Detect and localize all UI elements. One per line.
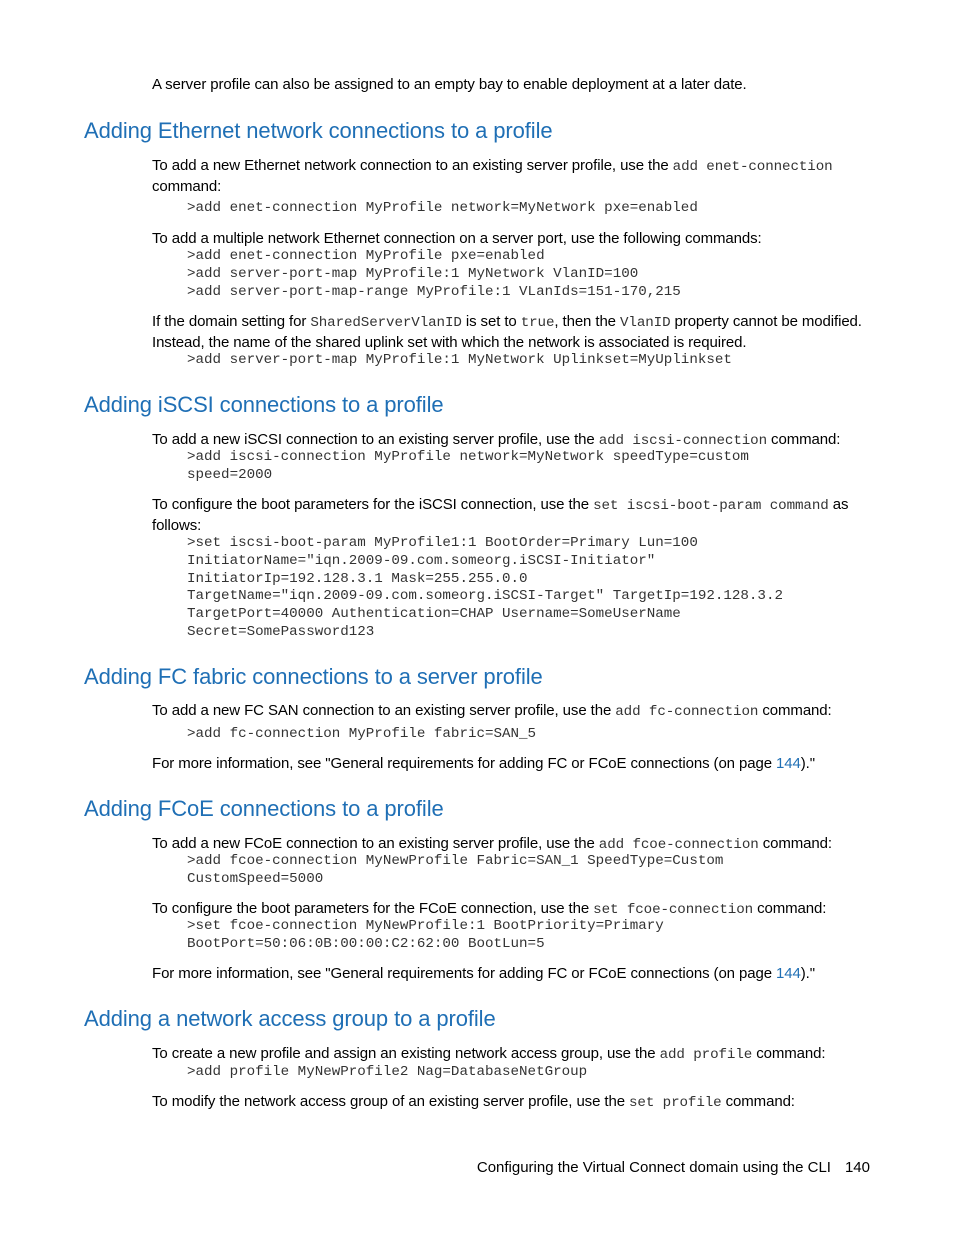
inline-code: add fcoe-connection	[598, 837, 759, 853]
inline-code: VlanID	[620, 315, 671, 331]
inline-code: add fc-connection	[615, 704, 759, 720]
heading-iscsi: Adding iSCSI connections to a profile	[84, 392, 444, 417]
page-link[interactable]: 144	[776, 965, 801, 982]
iscsi-paragraph-2: To configure the boot parameters for the iSCSI connection, use the set iscsi-boot-param command as follows:	[152, 496, 849, 534]
inline-code: set fcoe-connection	[593, 902, 754, 918]
ethernet-paragraph-3: If the domain setting for SharedServerVlanID is set to true, then the VlanID property cannot be modified. Instead, the name of the shared uplink set with which the network is associated is required.	[152, 313, 862, 351]
heading-network-access-group: Adding a network access group to a profile	[84, 1006, 496, 1031]
fc-more-info: For more information, see "General requirements for adding FC or FCoE connections (on page 144)."	[152, 755, 815, 772]
ethernet-paragraph-1: To add a new Ethernet network connection to an existing server profile, use the add enet-connection command:	[152, 157, 833, 195]
heading-fcoe: Adding FCoE connections to a profile	[84, 796, 444, 821]
iscsi-code-1: >add iscsi-connection MyProfile network=MyNetwork speedType=custom speed=2000	[187, 449, 749, 483]
nag-paragraph-1: To create a new profile and assign an existing network access group, use the add profile command:	[152, 1045, 826, 1063]
fcoe-more-info: For more information, see "General requirements for adding FC or FCoE connections (on page 144)."	[152, 965, 815, 982]
fc-paragraph-1: To add a new FC SAN connection to an existing server profile, use the add fc-connection command:	[152, 702, 832, 720]
inline-code: set iscsi-boot-param command	[593, 498, 829, 514]
inline-code: add enet-connection	[672, 159, 833, 175]
fc-code-1: >add fc-connection MyProfile fabric=SAN_5	[187, 726, 537, 742]
inline-code: SharedServerVlanID	[310, 315, 462, 331]
page-link[interactable]: 144	[776, 755, 801, 772]
intro-paragraph: A server profile can also be assigned to an empty bay to enable deployment at a later date.	[152, 76, 747, 93]
iscsi-code-2: >set iscsi-boot-param MyProfile1:1 BootOrder=Primary Lun=100 InitiatorName="iqn.2009-09.com.someorg.iSCSI-Initiator" InitiatorIp=192.128.3.1 Mask=255.255.0.0 TargetName="iqn.2009-09.com.someorg.iSCSI-Target" TargetIp=192.128.3.2 TargetPort=40000 Authentication=CHAP Username=SomeUserName Secret=SomePassword123	[187, 535, 783, 640]
ethernet-code-1: >add enet-connection MyProfile network=MyNetwork pxe=enabled	[187, 200, 698, 216]
ethernet-paragraph-2: To add a multiple network Ethernet connection on a server port, use the following commands:	[152, 230, 762, 247]
fcoe-code-1: >add fcoe-connection MyNewProfile Fabric=SAN_1 SpeedType=Custom CustomSpeed=5000	[187, 853, 724, 887]
page-footer	[477, 1158, 870, 1178]
ethernet-code-3: >add server-port-map MyProfile:1 MyNetwork Uplinkset=MyUplinkset	[187, 352, 732, 368]
inline-code: set profile	[629, 1095, 722, 1111]
footer-title: Configuring the Virtual Connect domain using the CLI	[476, 1159, 831, 1176]
page-number: 140	[844, 1159, 870, 1176]
heading-ethernet: Adding Ethernet network connections to a profile	[84, 118, 553, 143]
inline-code: true	[520, 315, 555, 331]
inline-code: add iscsi-connection	[598, 433, 767, 449]
nag-code-1: >add profile MyNewProfile2 Nag=DatabaseNetGroup	[187, 1064, 588, 1080]
ethernet-code-2: >add enet-connection MyProfile pxe=enabled >add server-port-map MyProfile:1 MyNetwork VlanID=100 >add server-port-map-range MyProfile:1 VLanIds=151-170,215	[187, 248, 681, 300]
fcoe-paragraph-2: To configure the boot parameters for the FCoE connection, use the set fcoe-connection command:	[152, 900, 827, 918]
fcoe-code-2: >set fcoe-connection MyNewProfile:1 BootPriority=Primary BootPort=50:06:0B:00:00:C2:62:00 BootLun=5	[187, 918, 664, 952]
iscsi-paragraph-1: To add a new iSCSI connection to an existing server profile, use the add iscsi-connection command:	[152, 431, 841, 449]
fcoe-paragraph-1: To add a new FCoE connection to an existing server profile, use the add fcoe-connection command:	[152, 835, 832, 853]
inline-code: add profile	[659, 1047, 753, 1063]
heading-fc: Adding FC fabric connections to a server profile	[84, 664, 543, 689]
nag-paragraph-2: To modify the network access group of an existing server profile, use the set profile command:	[152, 1093, 795, 1111]
